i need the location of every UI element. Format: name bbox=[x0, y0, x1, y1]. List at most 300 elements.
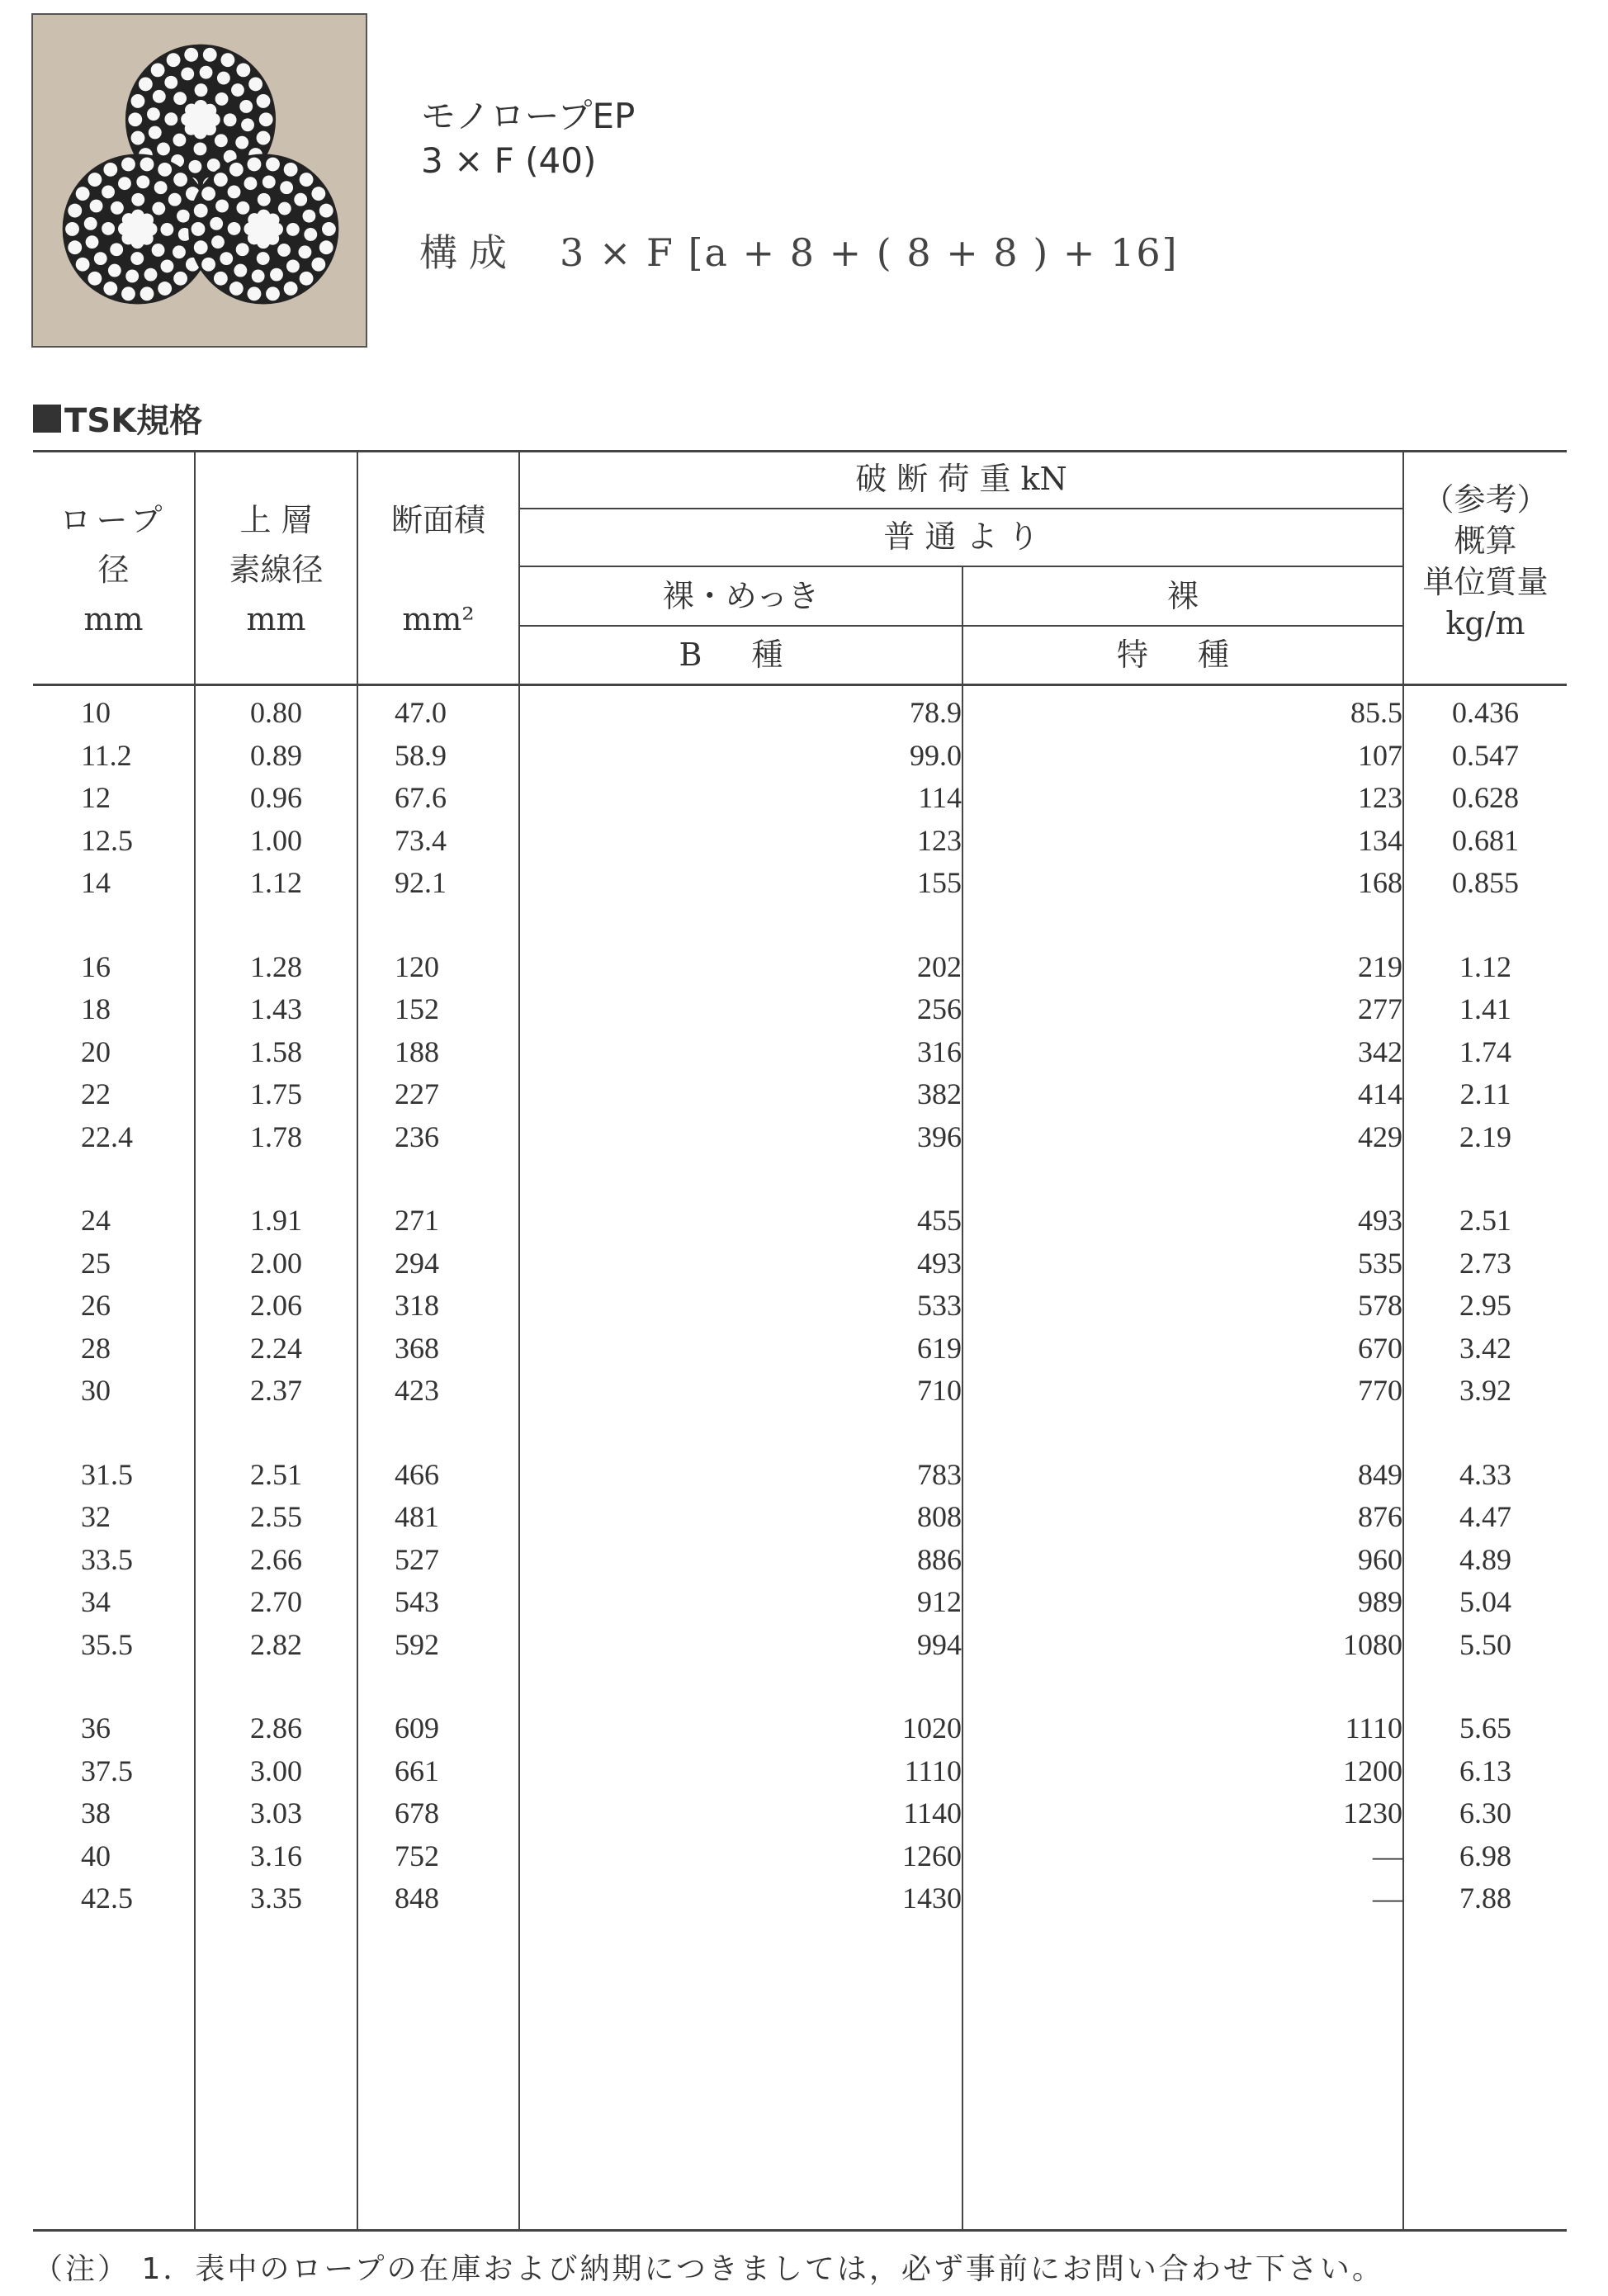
wire bbox=[131, 193, 144, 206]
cell-grade-b: 808 bbox=[917, 1500, 962, 1533]
wire bbox=[152, 244, 165, 257]
wire bbox=[257, 131, 271, 145]
cell-grade-b: 1140 bbox=[903, 1797, 962, 1830]
square-bullet-icon bbox=[33, 405, 61, 433]
wire bbox=[157, 143, 170, 156]
cell-wire-dia: 2.86 bbox=[250, 1711, 302, 1744]
header-mass-unit: kg/m bbox=[1445, 605, 1525, 641]
table-top-border bbox=[33, 450, 1567, 452]
cell-grade-b: 114 bbox=[918, 781, 962, 814]
wire bbox=[173, 272, 187, 286]
wire bbox=[149, 126, 162, 140]
cell-wire-dia: 3.03 bbox=[250, 1797, 302, 1830]
wire bbox=[102, 186, 115, 199]
header-wire-dia-unit: mm bbox=[246, 601, 306, 637]
header-divider-2 bbox=[518, 566, 1402, 567]
cell-rope-dia: 18 bbox=[81, 992, 111, 1025]
header-mass bbox=[1404, 479, 1567, 644]
cell-grade-b: 455 bbox=[917, 1204, 962, 1237]
cell-grade-b: 99.0 bbox=[910, 738, 962, 772]
cell-special: 960 bbox=[1358, 1542, 1402, 1576]
wire bbox=[111, 201, 124, 215]
wire bbox=[278, 202, 291, 215]
cell-mass: 4.89 bbox=[1459, 1542, 1511, 1576]
cell-wire-dia: 2.70 bbox=[250, 1585, 302, 1618]
cell-mass: 2.51 bbox=[1459, 1204, 1511, 1237]
cell-rope-dia: 28 bbox=[81, 1331, 111, 1365]
wire bbox=[298, 245, 311, 258]
wire bbox=[144, 223, 158, 236]
header-area bbox=[358, 495, 518, 644]
wire bbox=[102, 222, 115, 235]
header-grade-special: 特 種 bbox=[1116, 637, 1250, 673]
cell-wire-dia: 2.06 bbox=[250, 1289, 302, 1322]
cell-area: 848 bbox=[395, 1882, 439, 1915]
wire bbox=[173, 245, 186, 258]
cell-mass: 6.30 bbox=[1459, 1797, 1511, 1830]
wire bbox=[152, 202, 165, 215]
cell-grade-b: 619 bbox=[917, 1331, 962, 1365]
wire bbox=[136, 175, 149, 188]
cell-wire-dia: 1.78 bbox=[250, 1120, 302, 1153]
wire bbox=[131, 94, 145, 108]
wire bbox=[236, 201, 249, 215]
header-divider-3 bbox=[518, 625, 1402, 627]
header-area-unit: mm² bbox=[402, 601, 475, 637]
construction-label: 構成 bbox=[419, 230, 518, 275]
cell-grade-b: 256 bbox=[917, 992, 962, 1025]
cell-grade-b: 533 bbox=[917, 1289, 962, 1322]
cell-area: 120 bbox=[395, 949, 439, 983]
cell-wire-dia: 2.37 bbox=[250, 1374, 302, 1407]
cell-special: 134 bbox=[1358, 823, 1402, 857]
cell-special: 535 bbox=[1358, 1246, 1402, 1280]
wire bbox=[173, 134, 186, 147]
cell-wire-dia: 2.24 bbox=[250, 1331, 302, 1365]
cell-area: 271 bbox=[395, 1204, 439, 1237]
cell-special: 277 bbox=[1358, 992, 1402, 1025]
wire bbox=[94, 252, 107, 265]
cell-mass: 2.19 bbox=[1459, 1120, 1511, 1153]
header-rope-dia-unit: mm bbox=[83, 601, 144, 637]
cell-rope-dia: 37.5 bbox=[81, 1754, 133, 1787]
cell-rope-dia: 12 bbox=[81, 781, 111, 814]
wire bbox=[303, 210, 316, 223]
wire bbox=[147, 107, 160, 121]
header-wire-dia bbox=[196, 495, 357, 644]
cell-mass: 0.547 bbox=[1452, 738, 1519, 772]
wire bbox=[173, 173, 187, 187]
cell-grade-b: 1110 bbox=[904, 1754, 962, 1787]
wire bbox=[239, 100, 253, 113]
header-divider-1 bbox=[518, 508, 1402, 509]
wire bbox=[103, 163, 117, 177]
wire bbox=[220, 252, 233, 265]
wire bbox=[130, 252, 144, 265]
wire bbox=[121, 158, 135, 172]
cell-special: 1080 bbox=[1343, 1627, 1402, 1661]
cell-grade-b: 493 bbox=[917, 1246, 962, 1280]
cell-rope-dia: 38 bbox=[81, 1797, 111, 1830]
cell-rope-dia: 31.5 bbox=[81, 1457, 133, 1491]
cell-area: 423 bbox=[395, 1374, 439, 1407]
wire bbox=[192, 222, 206, 236]
wire bbox=[103, 282, 117, 296]
cell-special: 1230 bbox=[1343, 1797, 1402, 1830]
wire bbox=[121, 286, 135, 301]
wire bbox=[164, 76, 177, 89]
cell-special: 168 bbox=[1358, 866, 1402, 899]
cell-rope-dia: 42.5 bbox=[81, 1882, 133, 1915]
header-bright: 裸 bbox=[1166, 578, 1199, 614]
cell-rope-dia: 25 bbox=[81, 1246, 111, 1280]
cell-area: 481 bbox=[395, 1500, 439, 1533]
cell-area: 661 bbox=[395, 1754, 439, 1787]
header-mass-line1: （参考） bbox=[1422, 481, 1549, 518]
cell-grade-b: 1430 bbox=[902, 1882, 962, 1915]
wire bbox=[200, 66, 213, 79]
wire bbox=[194, 204, 208, 218]
cell-wire-dia: 1.00 bbox=[250, 823, 302, 857]
wire bbox=[217, 72, 230, 85]
cell-rope-dia: 14 bbox=[81, 866, 111, 899]
cell-area: 47.0 bbox=[395, 696, 447, 729]
cell-mass: 2.95 bbox=[1459, 1289, 1511, 1322]
wire bbox=[164, 112, 177, 125]
wire bbox=[228, 222, 241, 235]
wire bbox=[322, 222, 336, 236]
cell-mass: 6.13 bbox=[1459, 1754, 1511, 1787]
cell-special: 219 bbox=[1358, 949, 1402, 983]
header-mass-line2: 概算 bbox=[1454, 523, 1517, 559]
cell-special: 107 bbox=[1358, 738, 1402, 772]
header-rope-dia-line1: ロープ bbox=[59, 502, 168, 538]
wire bbox=[229, 282, 244, 296]
wire bbox=[125, 270, 139, 283]
cell-rope-dia: 40 bbox=[81, 1839, 111, 1872]
wire bbox=[194, 240, 208, 254]
cell-grade-b: 316 bbox=[917, 1034, 962, 1068]
product-name: モノロープEP bbox=[421, 96, 636, 136]
cell-grade-b: 155 bbox=[917, 866, 962, 899]
cell-wire-dia: 3.00 bbox=[250, 1754, 302, 1787]
wire bbox=[234, 264, 247, 277]
cell-area: 152 bbox=[395, 992, 439, 1025]
wire bbox=[277, 244, 291, 257]
cell-special: 342 bbox=[1358, 1034, 1402, 1068]
cell-special: 429 bbox=[1358, 1120, 1402, 1153]
cell-mass: 2.11 bbox=[1459, 1077, 1511, 1110]
wire bbox=[203, 48, 217, 62]
wire bbox=[87, 272, 102, 286]
cell-area: 543 bbox=[395, 1585, 439, 1618]
cell-mass: 2.73 bbox=[1459, 1246, 1511, 1280]
wire bbox=[201, 258, 215, 272]
wire bbox=[76, 187, 90, 201]
section-title bbox=[33, 395, 202, 442]
cell-area: 227 bbox=[395, 1077, 439, 1110]
header-rope-dia bbox=[33, 495, 194, 644]
header-mass-line3: 単位質量 bbox=[1422, 564, 1549, 600]
header-wire-dia-line2: 素線径 bbox=[229, 552, 324, 588]
wire bbox=[248, 286, 262, 301]
wire bbox=[153, 90, 166, 103]
wire bbox=[266, 286, 280, 301]
wire bbox=[248, 158, 262, 172]
cell-area: 368 bbox=[395, 1331, 439, 1365]
cell-area: 592 bbox=[395, 1627, 439, 1661]
wire bbox=[236, 243, 249, 256]
header-ordinary-lay: 普 通 よ り bbox=[883, 518, 1039, 555]
cell-special: 1110 bbox=[1345, 1711, 1402, 1744]
wire bbox=[286, 259, 300, 272]
construction-formula: 3 × F [a + 8 + ( 8 + 8 ) + 16] bbox=[560, 230, 1179, 275]
cell-area: 752 bbox=[395, 1839, 439, 1872]
wire bbox=[188, 160, 201, 173]
header-grade-b: B 種 bbox=[679, 637, 803, 673]
cell-area: 73.4 bbox=[395, 823, 447, 857]
wire bbox=[311, 258, 325, 272]
cell-special: 493 bbox=[1358, 1204, 1402, 1237]
cell-grade-b: 1260 bbox=[902, 1839, 962, 1872]
wire bbox=[236, 63, 250, 77]
wire bbox=[229, 163, 244, 177]
wire bbox=[270, 268, 283, 282]
cell-mass: 3.92 bbox=[1459, 1374, 1511, 1407]
cell-area: 236 bbox=[395, 1120, 439, 1153]
header-bright-galv: 裸・めっき bbox=[662, 578, 820, 614]
cell-mass: 5.50 bbox=[1459, 1627, 1511, 1661]
cell-special: — bbox=[1373, 1882, 1402, 1915]
cell-special: 123 bbox=[1358, 781, 1402, 814]
cell-special: 876 bbox=[1358, 1500, 1402, 1533]
section-title-text: TSK規格 bbox=[64, 402, 203, 440]
wire bbox=[173, 92, 187, 105]
cell-rope-dia: 11.2 bbox=[81, 738, 132, 772]
wire bbox=[304, 228, 317, 241]
cell-grade-b: 382 bbox=[917, 1077, 962, 1110]
wire bbox=[158, 163, 172, 177]
cell-mass: 3.42 bbox=[1459, 1331, 1511, 1365]
cell-mass: 0.628 bbox=[1452, 781, 1519, 814]
cell-rope-dia: 36 bbox=[81, 1711, 111, 1744]
footnote: （注） 1．表中のロープの在庫および納期につきましては，必ず事前にお問い合わせ下さい。 bbox=[33, 2252, 1384, 2286]
cell-mass: 4.33 bbox=[1459, 1457, 1511, 1491]
cell-special: 578 bbox=[1358, 1289, 1402, 1322]
wire bbox=[258, 193, 271, 206]
wire bbox=[215, 134, 228, 147]
cell-grade-b: 78.9 bbox=[910, 696, 962, 729]
wire bbox=[194, 142, 207, 155]
wire bbox=[300, 272, 314, 286]
cell-grade-b: 123 bbox=[917, 823, 962, 857]
wire bbox=[259, 112, 273, 126]
wire bbox=[161, 259, 174, 272]
wire bbox=[139, 77, 153, 91]
cell-special: 1200 bbox=[1343, 1754, 1402, 1787]
cell-rope-dia: 33.5 bbox=[81, 1542, 133, 1576]
wire bbox=[270, 223, 283, 236]
cell-grade-b: 396 bbox=[917, 1120, 962, 1153]
rope-cross-section-image bbox=[31, 13, 367, 348]
wire bbox=[294, 193, 307, 206]
cell-wire-dia: 2.51 bbox=[250, 1457, 302, 1491]
cell-wire-dia: 2.55 bbox=[250, 1500, 302, 1533]
wire bbox=[131, 131, 145, 145]
wire bbox=[252, 270, 265, 283]
wire bbox=[168, 193, 182, 206]
cell-mass: 1.12 bbox=[1459, 949, 1511, 983]
wire bbox=[110, 243, 123, 256]
cell-mass: 6.98 bbox=[1459, 1839, 1511, 1872]
cell-wire-dia: 0.96 bbox=[250, 781, 302, 814]
wire bbox=[201, 187, 215, 201]
wire bbox=[144, 268, 158, 282]
wire bbox=[207, 113, 220, 126]
cell-rope-dia: 24 bbox=[81, 1204, 111, 1237]
cell-area: 92.1 bbox=[395, 866, 447, 899]
wire bbox=[158, 282, 172, 296]
cell-wire-dia: 1.12 bbox=[250, 866, 302, 899]
wire bbox=[151, 63, 165, 77]
wire bbox=[286, 223, 300, 236]
cell-mass: 4.47 bbox=[1459, 1500, 1511, 1533]
column-divider-4 bbox=[962, 566, 963, 2231]
wire bbox=[319, 240, 333, 254]
wire bbox=[160, 223, 173, 236]
cell-rope-dia: 32 bbox=[81, 1500, 111, 1533]
cell-mass: 0.436 bbox=[1452, 696, 1519, 729]
cell-grade-b: 710 bbox=[917, 1374, 962, 1407]
cell-grade-b: 912 bbox=[917, 1585, 962, 1618]
cell-area: 466 bbox=[395, 1457, 439, 1491]
cell-wire-dia: 2.00 bbox=[250, 1246, 302, 1280]
cell-area: 318 bbox=[395, 1289, 439, 1322]
wire bbox=[241, 118, 254, 131]
wire bbox=[319, 204, 333, 218]
cell-wire-dia: 1.43 bbox=[250, 992, 302, 1025]
wire bbox=[244, 177, 258, 190]
wire bbox=[280, 181, 293, 194]
cell-area: 188 bbox=[395, 1034, 439, 1068]
wire bbox=[257, 94, 271, 108]
cell-area: 58.9 bbox=[395, 738, 447, 772]
wire bbox=[215, 200, 229, 213]
product-spec: 3 × F (40) bbox=[421, 140, 597, 181]
cell-rope-dia: 10 bbox=[81, 696, 111, 729]
header-rope-dia-line2: 径 bbox=[97, 552, 130, 588]
cell-mass: 7.88 bbox=[1459, 1882, 1511, 1915]
wire bbox=[86, 235, 99, 249]
wire bbox=[211, 235, 225, 249]
cell-special: 414 bbox=[1358, 1077, 1402, 1110]
wire bbox=[284, 282, 298, 296]
cell-wire-dia: 1.28 bbox=[250, 949, 302, 983]
cell-wire-dia: 1.75 bbox=[250, 1077, 302, 1110]
wire bbox=[266, 158, 280, 172]
wire bbox=[231, 83, 244, 97]
wire bbox=[68, 204, 82, 218]
column-divider-3 bbox=[518, 450, 520, 2231]
cell-mass: 0.855 bbox=[1452, 866, 1519, 899]
wire bbox=[128, 112, 142, 126]
cell-special: 849 bbox=[1358, 1457, 1402, 1491]
wire bbox=[195, 83, 208, 97]
cell-area: 527 bbox=[395, 1542, 439, 1576]
wire bbox=[184, 48, 198, 62]
cell-wire-dia: 1.91 bbox=[250, 1204, 302, 1237]
wire bbox=[87, 173, 102, 187]
cell-rope-dia: 30 bbox=[81, 1374, 111, 1407]
cell-rope-dia: 34 bbox=[81, 1585, 111, 1618]
cell-rope-dia: 35.5 bbox=[81, 1627, 133, 1661]
cell-wire-dia: 0.80 bbox=[250, 696, 302, 729]
header-area-line1: 断面積 bbox=[390, 502, 485, 538]
cell-mass: 1.74 bbox=[1459, 1034, 1511, 1068]
header-breaking-load: 破 断 荷 重 kN bbox=[855, 461, 1067, 497]
cell-wire-dia: 3.16 bbox=[250, 1839, 302, 1872]
cell-mass: 0.681 bbox=[1452, 823, 1519, 857]
cell-wire-dia: 0.89 bbox=[250, 738, 302, 772]
cell-special: 989 bbox=[1358, 1585, 1402, 1618]
cell-area: 609 bbox=[395, 1711, 439, 1744]
wire bbox=[181, 68, 194, 81]
wire bbox=[210, 217, 223, 230]
wire bbox=[262, 175, 276, 188]
wire bbox=[214, 173, 228, 187]
cell-grade-b: 886 bbox=[917, 1542, 962, 1576]
cell-area: 294 bbox=[395, 1246, 439, 1280]
cell-grade-b: 202 bbox=[917, 949, 962, 983]
wire bbox=[177, 210, 190, 223]
wire bbox=[140, 158, 154, 172]
wire bbox=[235, 136, 248, 149]
cell-mass: 5.04 bbox=[1459, 1585, 1511, 1618]
wire bbox=[220, 53, 234, 67]
cell-grade-b: 783 bbox=[917, 1457, 962, 1491]
cell-wire-dia: 1.58 bbox=[250, 1034, 302, 1068]
wire bbox=[215, 92, 229, 106]
cell-grade-b: 994 bbox=[917, 1627, 962, 1661]
wire bbox=[300, 173, 314, 187]
wire bbox=[284, 163, 298, 177]
wire bbox=[84, 217, 97, 230]
cell-wire-dia: 2.66 bbox=[250, 1542, 302, 1576]
wire bbox=[76, 258, 90, 272]
wire bbox=[214, 272, 228, 286]
cell-area: 67.6 bbox=[395, 781, 447, 814]
cell-rope-dia: 22 bbox=[81, 1077, 111, 1110]
wire bbox=[90, 200, 103, 213]
cell-special: — bbox=[1373, 1839, 1402, 1872]
cell-mass: 5.65 bbox=[1459, 1711, 1511, 1744]
cell-rope-dia: 22.4 bbox=[81, 1120, 133, 1153]
wire bbox=[167, 53, 181, 67]
wire bbox=[311, 187, 325, 201]
header-bottom-border bbox=[33, 684, 1567, 686]
wire bbox=[248, 77, 262, 91]
wire bbox=[257, 252, 270, 265]
cell-grade-b: 1020 bbox=[902, 1711, 962, 1744]
cell-wire-dia: 3.35 bbox=[250, 1882, 302, 1915]
cell-rope-dia: 26 bbox=[81, 1289, 111, 1322]
cell-special: 670 bbox=[1358, 1331, 1402, 1365]
wire bbox=[228, 186, 241, 199]
wire bbox=[224, 113, 237, 126]
wire bbox=[108, 264, 121, 277]
cell-rope-dia: 20 bbox=[81, 1034, 111, 1068]
cell-special: 770 bbox=[1358, 1374, 1402, 1407]
